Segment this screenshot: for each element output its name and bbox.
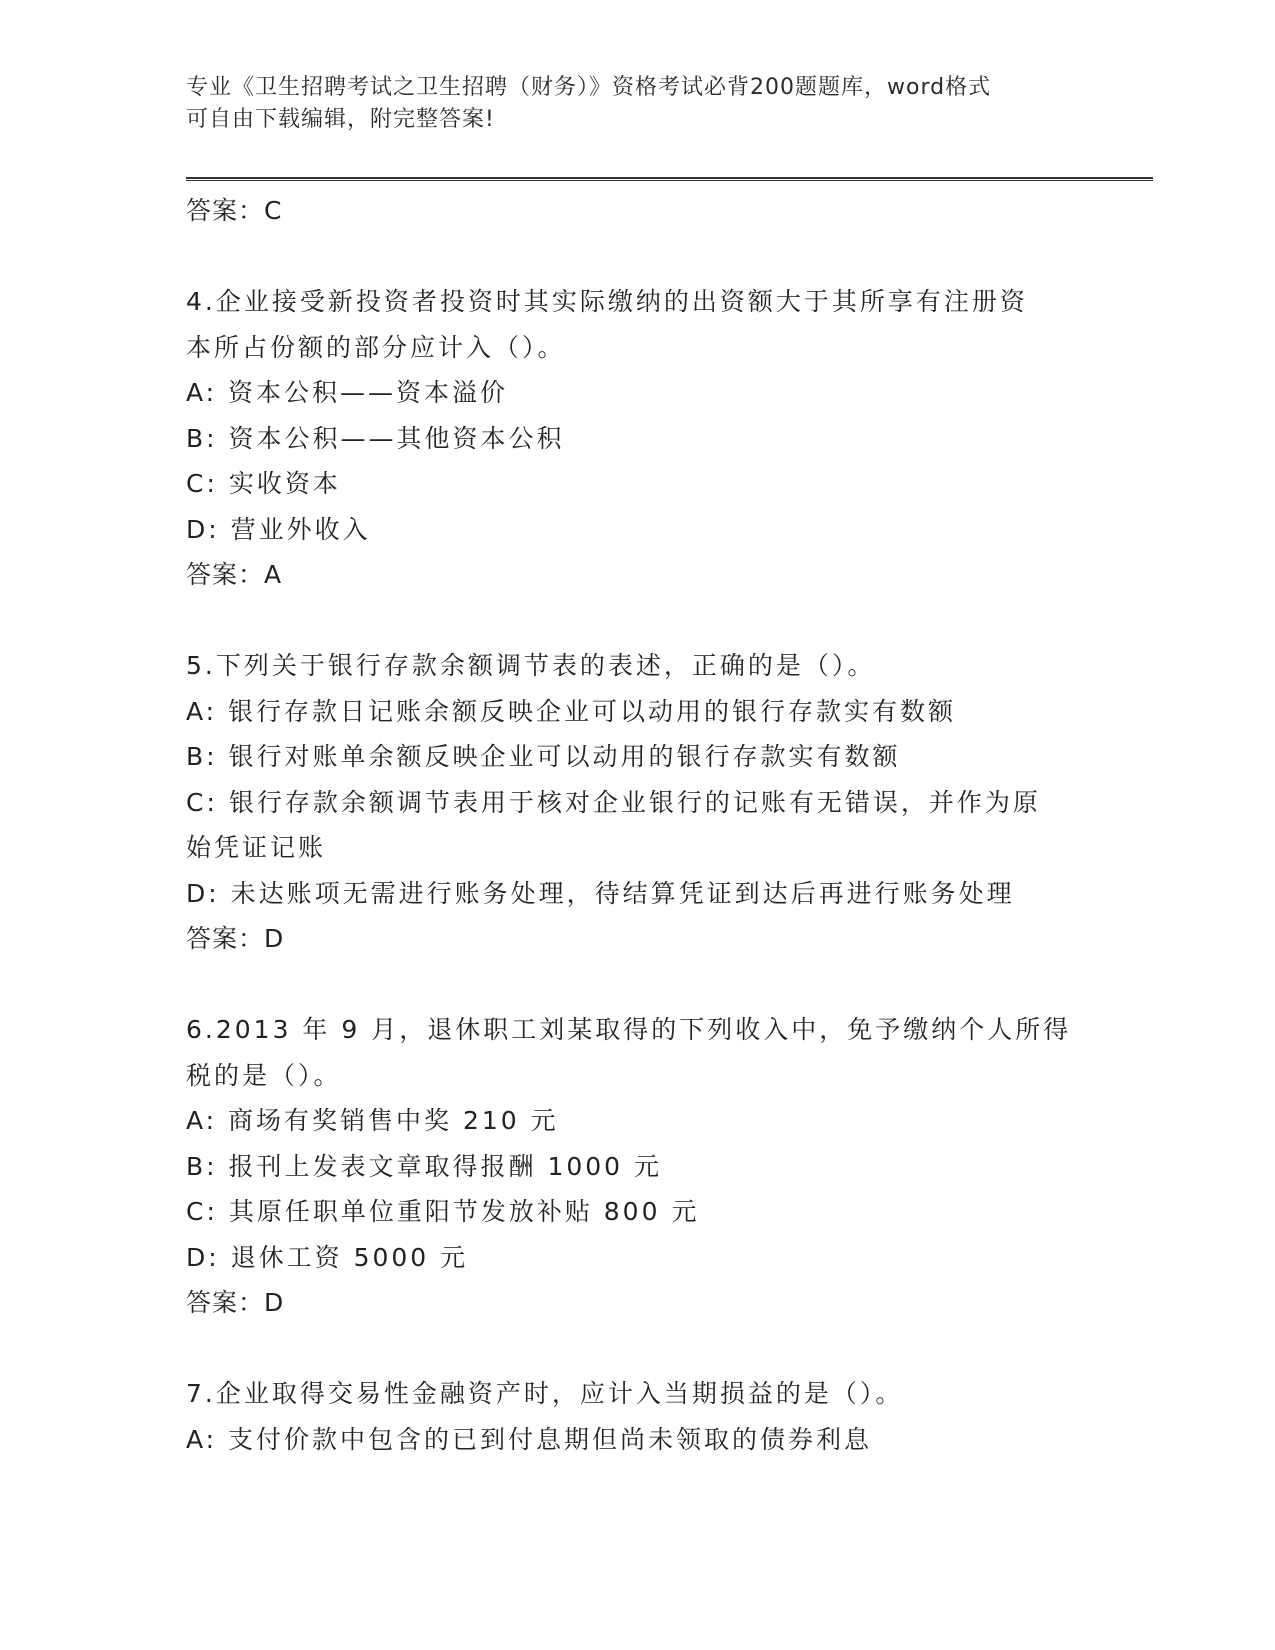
page-header xyxy=(186,72,1066,136)
header-title-line-1: 专业《卫生招聘考试之卫生招聘（财务）》资格考试必背200题题库，word格式 xyxy=(186,75,992,100)
option-a: A: 商场有奖销售中奖 210 元 xyxy=(186,1106,559,1135)
option-c: C: 实收资本 xyxy=(186,469,341,498)
document-body xyxy=(186,188,1086,1462)
option-d: D: 未达账项无需进行账务处理，待结算凭证到达后再进行账务处理 xyxy=(186,878,1015,908)
answer-q5: 答案：D xyxy=(186,924,285,953)
question-stem-line: 4.企业接受新投资者投资时其实际缴纳的出资额大于其所享有注册资 xyxy=(186,287,1028,316)
header-title-line-2: 可自由下载编辑，附完整答案! xyxy=(186,107,495,132)
answer-q3: 答案：C xyxy=(186,196,283,225)
question-stem-line: 5.下列关于银行存款余额调节表的表述，正确的是（）。 xyxy=(186,651,876,680)
option-d: D: 退休工资 5000 元 xyxy=(186,1242,469,1272)
question-stem-line: 6.2013 年 9 月，退休职工刘某取得的下列收入中，免予缴纳个人所得 xyxy=(186,1015,1072,1044)
option-a: A: 支付价款中包含的已到付息期但尚未领取的债券利息 xyxy=(186,1424,873,1454)
question-4 xyxy=(186,279,1086,598)
spacer xyxy=(186,598,1086,644)
option-a: A: 资本公积——资本溢价 xyxy=(186,378,509,407)
question-stem-line: 7.企业取得交易性金融资产时，应计入当期损益的是（）。 xyxy=(186,1379,904,1408)
question-6 xyxy=(186,1007,1086,1326)
option-a: A: 银行存款日记账余额反映企业可以动用的银行存款实有数额 xyxy=(186,696,957,726)
answer-q6: 答案：D xyxy=(186,1288,285,1317)
answer-q4: 答案：A xyxy=(186,560,283,589)
question-5 xyxy=(186,643,1086,962)
option-d: D: 营业外收入 xyxy=(186,514,371,544)
option-c-continued: 始凭证记账 xyxy=(186,833,327,862)
question-stem-line: 本所占份额的部分应计入（）。 xyxy=(186,332,566,362)
question-7 xyxy=(186,1371,1086,1462)
spacer xyxy=(186,1326,1086,1372)
option-b: B: 报刊上发表文章取得报酬 1000 元 xyxy=(186,1151,663,1181)
spacer xyxy=(186,234,1086,280)
spacer xyxy=(186,962,1086,1008)
option-b: B: 资本公积——其他资本公积 xyxy=(186,423,565,453)
option-c: C: 其原任职单位重阳节发放补贴 800 元 xyxy=(186,1197,700,1226)
option-b: B: 银行对账单余额反映企业可以动用的银行存款实有数额 xyxy=(186,742,901,771)
question-stem-line: 税的是（）。 xyxy=(186,1060,342,1090)
header-divider xyxy=(186,177,1153,181)
option-c: C: 银行存款余额调节表用于核对企业银行的记账有无错误，并作为原 xyxy=(186,787,1041,817)
